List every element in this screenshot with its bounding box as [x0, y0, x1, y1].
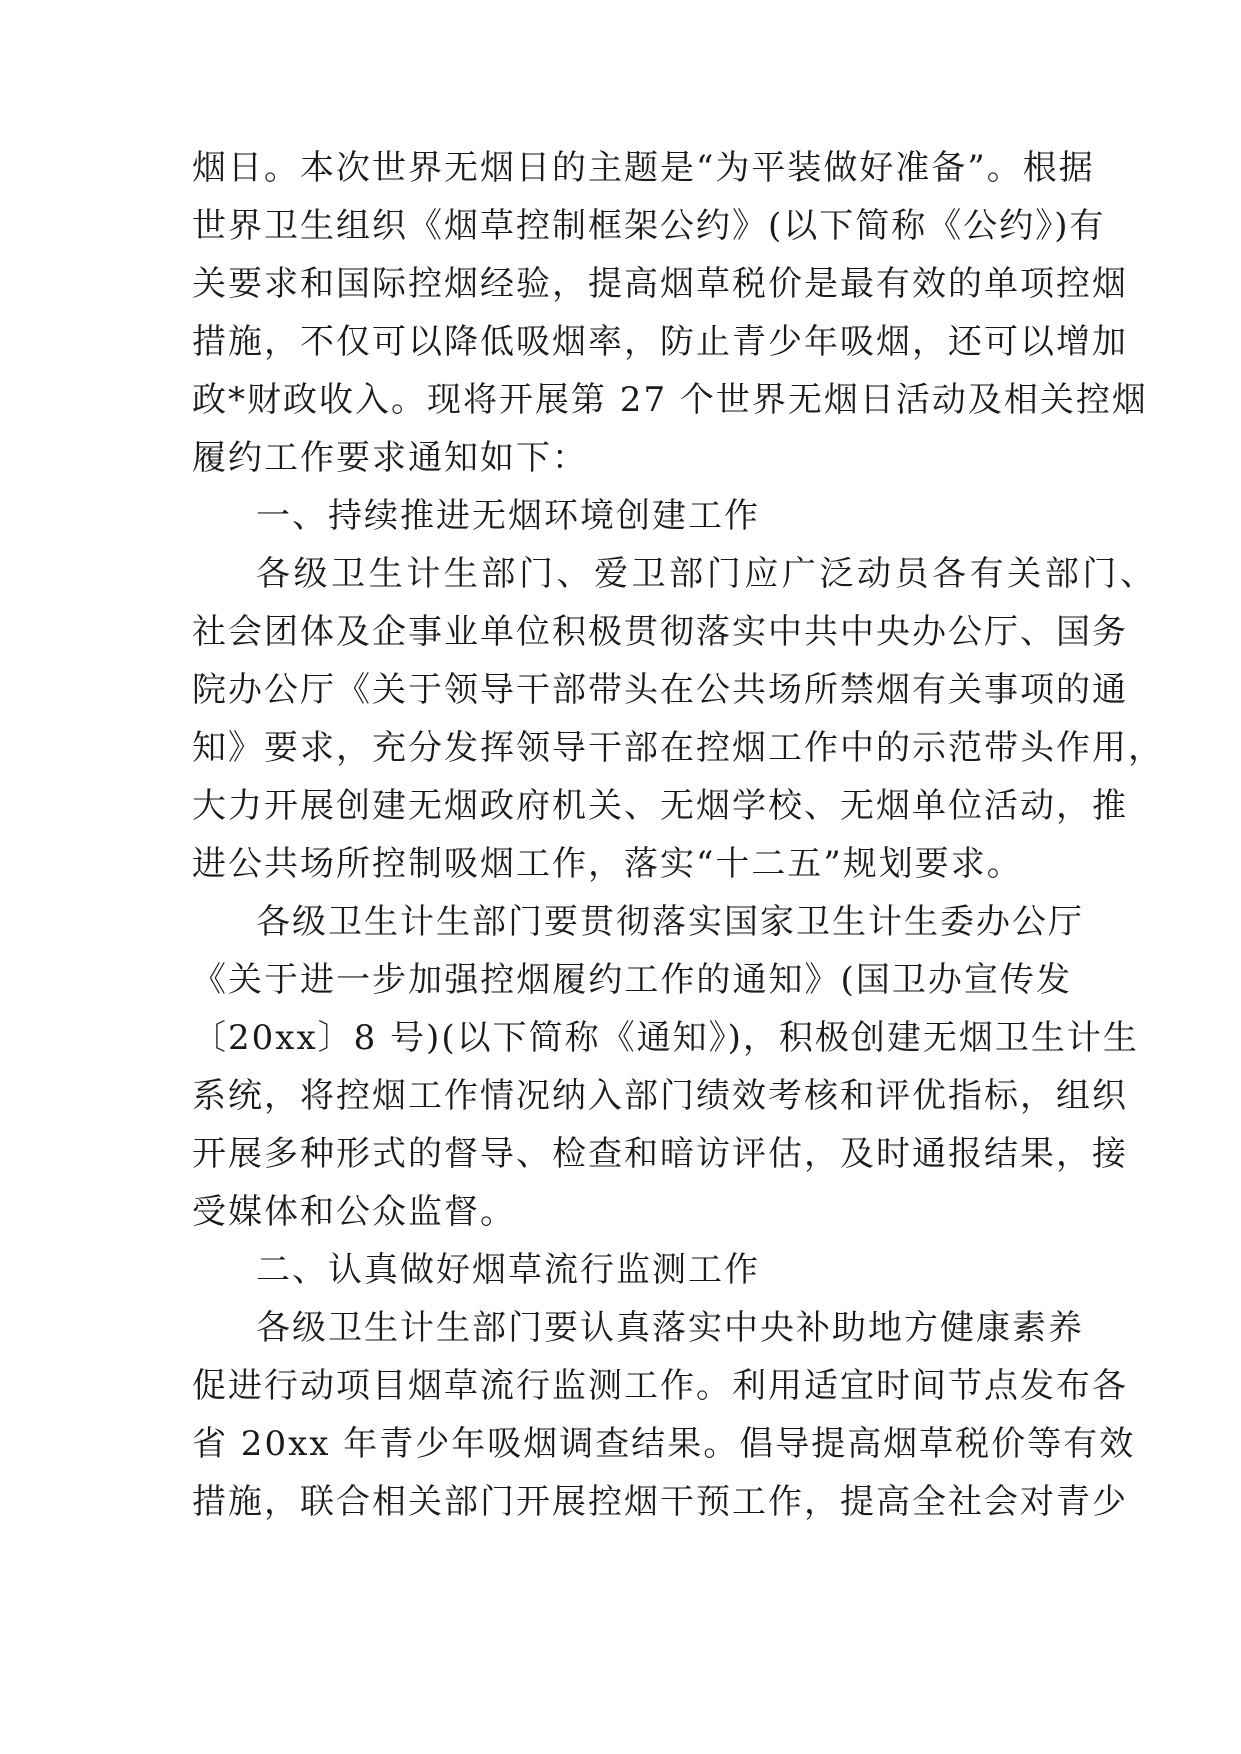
paragraph-line: 各级卫生计生部门要贯彻落实国家卫生计生委办公厅: [256, 902, 1084, 942]
paragraph-line: 系统，将控烟工作情况纳入部门绩效考核和评优指标，组织: [192, 1076, 1128, 1116]
paragraph-line: 履约工作要求通知如下：: [192, 438, 588, 478]
paragraph-line: 世界卫生组织《烟草控制框架公约》(以下简称《公约》)有: [192, 206, 1106, 246]
paragraph-line: 烟日。本次世界无烟日的主题是“为平装做好准备”。根据: [192, 148, 1095, 188]
paragraph-line: 《关于进一步加强控烟履约工作的通知》(国卫办宣传发: [192, 960, 1072, 1000]
paragraph-line: 进公共场所控制吸烟工作，落实“十二五”规划要求。: [192, 844, 1023, 884]
paragraph-line: 促进行动项目烟草流行监测工作。利用适宜时间节点发布各: [192, 1366, 1128, 1406]
paragraph-line: 〔20xx〕8 号)(以下简称《通知》)，积极创建无烟卫生计生: [192, 1018, 1139, 1058]
section-heading: 二、认真做好烟草流行监测工作: [256, 1250, 760, 1290]
paragraph-line: 措施，联合相关部门开展控烟干预工作，提高全社会对青少: [192, 1482, 1128, 1522]
paragraph-line: 知》要求，充分发挥领导干部在控烟工作中的示范带头作用，: [192, 728, 1164, 768]
paragraph-line: 社会团体及企事业单位积极贯彻落实中共中央办公厅、国务: [192, 612, 1128, 652]
paragraph-line: 开展多种形式的督导、检查和暗访评估，及时通报结果，接: [192, 1134, 1128, 1174]
paragraph-line: 政*财政收入。现将开展第 27 个世界无烟日活动及相关控烟: [192, 380, 1148, 420]
paragraph-line: 院办公厅《关于领导干部带头在公共场所禁烟有关事项的通: [192, 670, 1128, 710]
paragraph-line: 省 20xx 年青少年吸烟调查结果。倡导提高烟草税价等有效: [192, 1424, 1136, 1464]
paragraph-line: 受媒体和公众监督。: [192, 1192, 516, 1232]
section-heading: 一、持续推进无烟环境创建工作: [256, 496, 760, 536]
paragraph-line: 关要求和国际控烟经验，提高烟草税价是最有效的单项控烟: [192, 264, 1128, 304]
paragraph-line: 各级卫生计生部门要认真落实中央补助地方健康素养: [256, 1308, 1084, 1348]
paragraph-line: 措施，不仅可以降低吸烟率，防止青少年吸烟，还可以增加: [192, 322, 1128, 362]
paragraph-line: 大力开展创建无烟政府机关、无烟学校、无烟单位活动，推: [192, 786, 1128, 826]
paragraph-line: 各级卫生计生部门、爱卫部门应广泛动员各有关部门、: [256, 554, 1156, 594]
